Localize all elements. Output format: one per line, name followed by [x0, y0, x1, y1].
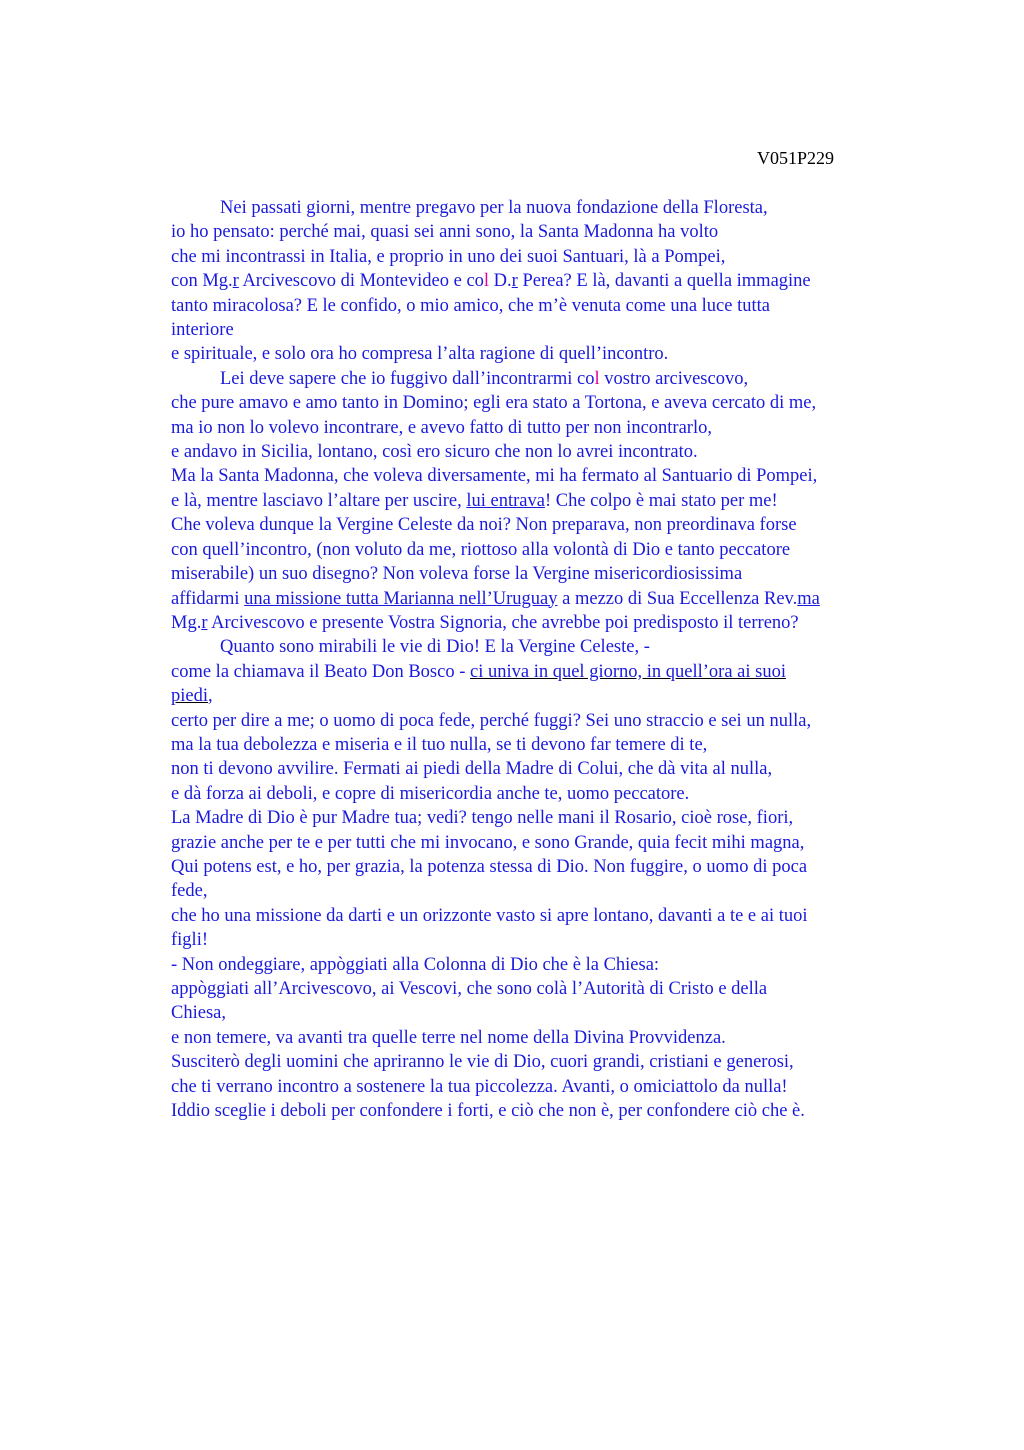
text-line: e spirituale, e solo ora ho compresa l’alta ragione di quell’incontro.	[171, 344, 669, 365]
text-line: che pure amavo e amo tanto in Domino; egli era stato a Tortona, e aveva cercato di me,	[171, 393, 817, 414]
text-line: non ti devono avvilire. Fermati ai piedi della Madre di Colui, che dà vita al nulla,	[171, 759, 773, 780]
superscript-abbrev: r	[232, 271, 239, 292]
text-line: ma la tua debolezza e miseria e il tuo nulla, se ti devono far temere di te,	[171, 734, 708, 755]
text-line	[171, 269, 911, 293]
text-line: e non temere, va avanti tra quelle terre nel nome della Divina Provvidenza.	[171, 1027, 726, 1048]
text-line: fede,	[171, 881, 208, 902]
text-segment: ,	[208, 686, 213, 707]
text-line: miserabile) un suo disegno? Non voleva forse la Vergine misericordiosissima	[171, 564, 743, 585]
text-line: e andavo in Sicilia, lontano, così ero sicuro che non lo avrei incontrato.	[171, 442, 698, 463]
text-segment: con Mg.	[171, 271, 233, 292]
text-segment: vostro arcivescovo,	[599, 368, 749, 389]
text-line: con quell’incontro, (non voluto da me, riottoso alla volontà di Dio e tanto peccatore	[171, 539, 791, 560]
text-line: - Non ondeggiare, appòggiati alla Colonna di Dio che è la Chiesa:	[171, 954, 660, 975]
text-line: ma io non lo volevo incontrare, e avevo fatto di tutto per non incontrarlo,	[171, 417, 712, 438]
highlighted-letter: l	[594, 368, 600, 389]
underlined-phrase: ci univa in quel giorno, in quell’ora ai suoi	[470, 661, 786, 682]
text-line	[171, 660, 911, 684]
text-line: grazie anche per te e per tutti che mi invocano, e sono Grande, quia fecit mihi magna,	[171, 832, 805, 853]
text-line: Ma la Santa Madonna, che voleva diversamente, mi ha fermato al Santuario di Pompei,	[171, 466, 818, 487]
superscript-abbrev: r	[201, 612, 208, 633]
text-segment: Perea? E là, davanti a quella immagine	[517, 271, 811, 292]
page-reference: V051P229	[757, 148, 835, 168]
text-line: Iddio sceglie i deboli per confondere i forti, e ciò che non è, per confondere ciò che è.	[171, 1101, 805, 1122]
text-line	[171, 489, 911, 513]
text-line: Qui potens est, e ho, per grazia, la potenza stessa di Dio. Non fuggire, o uomo di poca	[171, 856, 808, 877]
letter-body	[171, 196, 911, 1123]
text-line: Quanto sono mirabili le vie di Dio! E la Vergine Celeste, -	[220, 637, 650, 658]
text-line	[171, 611, 911, 635]
text-line: Chiesa,	[171, 1003, 226, 1024]
text-line: che mi incontrassi in Italia, e proprio in uno dei suoi Santuari, là a Pompei,	[171, 246, 726, 267]
superscript-abbrev: ma	[797, 588, 820, 609]
text-line: io ho pensato: perché mai, quasi sei anni sono, la Santa Madonna ha volto	[171, 222, 719, 243]
text-line: certo per dire a me; o uomo di poca fede, perché fuggi? Sei uno straccio e sei un nulla,	[171, 710, 812, 731]
text-line: e dà forza ai deboli, e copre di misericordia anche te, uomo peccatore.	[171, 783, 690, 804]
text-line	[171, 367, 911, 391]
text-segment: D.	[489, 271, 512, 292]
text-line: Susciterò degli uomini che apriranno le vie di Dio, cuori grandi, cristiani e generosi,	[171, 1052, 794, 1073]
text-segment: a mezzo di Sua Eccellenza Rev.	[557, 588, 798, 609]
text-segment: come la chiamava il Beato Don Bosco -	[171, 661, 470, 682]
text-segment: Arcivescovo e presente Vostra Signoria, che avrebbe poi predisposto il terreno?	[207, 612, 799, 633]
text-line: Nei passati giorni, mentre pregavo per la nuova fondazione della Floresta,	[220, 198, 768, 218]
text-line: interiore	[171, 320, 234, 341]
underlined-phrase: una missione tutta Marianna nell’Uruguay	[244, 588, 558, 609]
text-line: Che voleva dunque la Vergine Celeste da noi? Non preparava, non preordinava forse	[171, 515, 797, 536]
text-line: che ho una missione da darti e un orizzonte vasto si apre lontano, davanti a te e ai tuoi	[171, 905, 808, 926]
underlined-phrase: lui entrava	[466, 490, 545, 511]
text-segment: e là, mentre lasciavo l’altare per uscire,	[171, 490, 467, 511]
text-segment: affidarmi	[171, 588, 245, 609]
underlined-phrase: piedi	[171, 686, 208, 707]
text-line: tanto miracolosa? E le confido, o mio amico, che m’è venuta come una luce tutta	[171, 295, 770, 316]
text-segment: ! Che colpo è mai stato per me!	[544, 490, 778, 511]
text-line: appòggiati all’Arcivescovo, ai Vescovi, che sono colà l’Autorità di Cristo e della	[171, 979, 768, 999]
text-segment: Lei deve sapere che io fuggivo dall’incontrarmi co	[220, 368, 595, 389]
text-line: La Madre di Dio è pur Madre tua; vedi? tengo nelle mani il Rosario, cioè rose, fiori,	[171, 808, 794, 829]
highlighted-letter: l	[483, 271, 490, 292]
text-line	[171, 684, 911, 708]
text-segment: Mg.	[171, 612, 202, 633]
text-line	[171, 587, 911, 611]
text-line: figli!	[171, 930, 208, 951]
text-line: che ti verrano incontro a sostenere la tua piccolezza. Avanti, o omiciattolo da nulla!	[171, 1076, 788, 1097]
superscript-abbrev: r	[511, 271, 518, 292]
text-segment: Arcivescovo di Montevideo e co	[238, 271, 484, 292]
